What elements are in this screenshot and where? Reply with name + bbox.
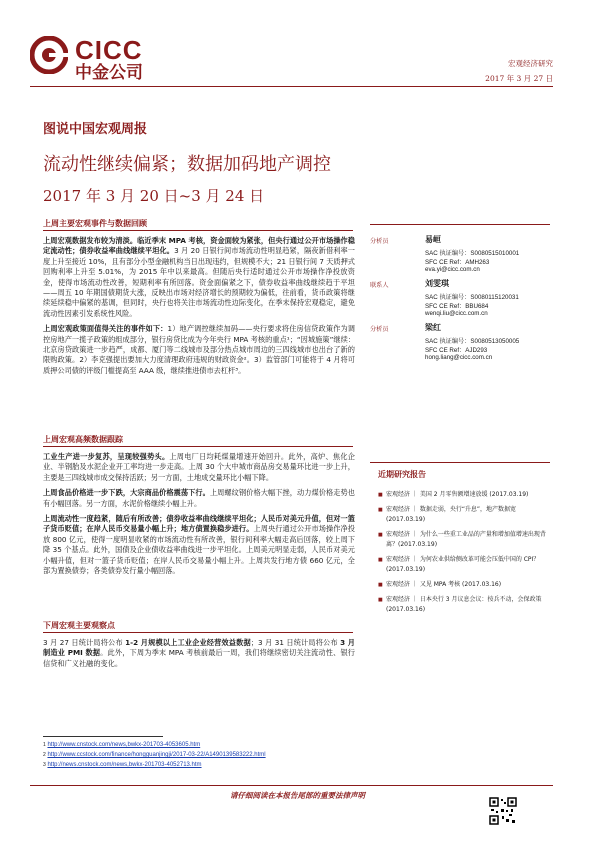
author-sfc: SFC CE Ref：AMH263 xyxy=(425,259,490,266)
footer-divider xyxy=(30,785,553,786)
paragraph-4-text: 上周螺纹钢价格大幅下挫，动力煤价格走势也有小幅回落。另一方面，水泥价格继续小幅上升。 xyxy=(43,488,355,508)
paragraph-6-highlight-2: 3 月制造业 PMI 数据 xyxy=(43,638,355,658)
author-sac: SAC 执证编号：S0080515010001 xyxy=(425,250,520,257)
paragraph-5-lead: 上周流动性一度趋紧，随后有所改善；债券收益率曲线继续平坦化；人民币对美元升值，但对一篮子货币贬值；在岸人民币交易量小幅上升；地方债置换稳步进行。 xyxy=(43,514,355,534)
author-sfc: SFC CE Ref：BBU684 xyxy=(425,303,489,310)
footnote-3 xyxy=(43,762,202,768)
recent-report-item[interactable]: ■ 宏观经济 ｜ 为什么一些重工业品的产量和增加值增速出现背离？(2017.03.19) xyxy=(378,530,550,550)
paragraph-3-lead: 工业生产进一步复苏，呈现较强势头。 xyxy=(43,452,170,461)
author-email[interactable]: hong.liang@cicc.com.cn xyxy=(425,354,493,361)
paragraph-6 xyxy=(43,638,355,669)
section-heading-1: 上周主要宏观事件与数据回顾 xyxy=(43,219,147,228)
paragraph-2 xyxy=(43,324,355,376)
author-block-2 xyxy=(370,276,550,326)
paragraph-4 xyxy=(43,488,355,509)
footnote-divider xyxy=(43,736,163,737)
recent-report-item[interactable]: ■ 宏观经济 ｜ 数据走弱，央行“升息”，地产数据宽 (2017.03.19) xyxy=(378,505,550,525)
paragraph-6-text-a: 3 月 27 日统计局将公布 xyxy=(43,638,126,647)
legal-notice: 请仔细阅读在本报告尾部的重要法律声明 xyxy=(230,791,365,800)
footnote-2 xyxy=(43,752,266,758)
author-role: 联系人 xyxy=(370,282,389,289)
recent-reports-title: 近期研究报告 xyxy=(378,470,426,479)
footnote-link[interactable]: http://www.ccstock.com/finance/hongguanjingji/2017-03-22/A1490139583222.html xyxy=(47,752,266,758)
author-sac: SAC 执证编号：S0080513050005 xyxy=(425,338,520,345)
section-body-3 xyxy=(43,638,355,674)
paragraph-1-lead: 上周宏观数据发布较为清淡。临近季末 MPA 考核，资金面较为紧张，但央行通过公开市场操作稳定流动性；债券收益率曲线继续平坦化。 xyxy=(43,236,355,256)
paragraph-6-text-c: 。此外，下周为季末 MPA 考核前最后一周，我们将继续密切关注流动性、银行信贷和广义社融的变化。 xyxy=(43,648,355,668)
series-title: 图说中国宏观周报 xyxy=(43,122,148,137)
footnote-1 xyxy=(43,742,200,748)
author-sac: SAC 执证编号：S0080115120031 xyxy=(425,294,519,301)
paragraph-3 xyxy=(43,452,355,483)
paragraph-4-lead: 上周食品价格进一步下跌，大宗商品价格震荡下行。 xyxy=(43,488,210,498)
recent-report-item[interactable]: ■ 宏观经济 ｜ 美国 2 月零售额增速放缓 (2017.03.19) xyxy=(378,490,550,500)
section-heading-3: 下周宏观主要观察点 xyxy=(43,621,115,630)
main-title: 流动性继续偏紧；数据加码地产调控 xyxy=(43,154,331,175)
paragraph-1 xyxy=(43,236,355,319)
paragraph-3-text: 上周电厂日均耗煤量增速开始回升。此外，高炉、焦化企业、半钢胎及水泥企业开工率均进一步走高。上周 30 个大中城市商品房交易量环比进一步上升，主要是三四线城市成交保持活跃；另一方面，土地成交量环比小幅下降。 xyxy=(43,452,355,482)
section-divider-1 xyxy=(43,230,353,231)
author-email[interactable]: wenqi.liu@cicc.com.cn xyxy=(425,310,488,317)
recent-report-item[interactable]: ■ 宏观经济 ｜ 又见 MPA 考核 (2017.03.16) xyxy=(378,580,550,590)
author-email[interactable]: eva.yi@cicc.com.cn xyxy=(425,266,480,273)
report-category: 宏观经济研究 xyxy=(508,59,553,68)
section-body-1 xyxy=(43,236,355,381)
section-body-2 xyxy=(43,452,355,581)
paragraph-6-highlight-1: 1-2 月规模以上工业企业经营效益数据 xyxy=(125,638,251,647)
paragraph-2-lead: 上周宏观政策面值得关注的事件如下： xyxy=(43,324,168,334)
author-role: 分析员 xyxy=(370,238,389,245)
paragraph-5 xyxy=(43,514,355,576)
report-date: 2017 年 3 月 27 日 xyxy=(485,74,553,83)
paragraph-2-text: 1）地产调控继续加码——央行要求将住房信贷政策作为调控房地产一揽子政策的组成部分，银行房贷比成为今年央行 MPA 考核的重点¹；“因城施策”继续：北京房贷政策进一步趋严，成都、厦门等二线城市及部分热点城市周边的三四线城市也出台了新的限购政策。2）李克强提出要加大力度清理政府违规的财政资金²。3）监管部门可能将于 4 月将可质押公司债的评级门槛提高至 AAA 级，继续推进债市去杠杆³。 xyxy=(43,324,355,375)
footnote-link[interactable]: http://www.cnstock.com/news,bwkx-201703-4053605.htm xyxy=(47,742,201,748)
recent-report-item[interactable]: ■ 宏观经济 ｜ 日本央行 3 月议息会议：按兵不动，会保政策 (2017.03.16) xyxy=(378,595,550,615)
author-name: 梁红 xyxy=(425,323,441,332)
footnote-number: 2 xyxy=(43,752,46,758)
footnote-number: 1 xyxy=(43,742,46,748)
author-name: 刘雯琪 xyxy=(425,279,449,288)
qr-code-icon xyxy=(489,797,517,825)
brand-name-en: CICC xyxy=(75,35,143,65)
cicc-logo-icon xyxy=(30,36,68,74)
section-heading-2: 上周宏观高频数据跟踪 xyxy=(43,435,123,444)
paragraph-1-text: 3 月 20 日银行间市场流动性明显趋紧，隔夜新借利率一度上升至接近 10%，且有部分小型金融机构当日出现违约，但规模不大；21 日银行间 7 天质押式回购利率上升至 5.01%，为 2015 年中以来最高。但随后央行适时通过公开市场操作净投放资金，使得市场流动性改善，短期利率有所回落。资金面偏紧之下，债券收益率曲线继续趋于平坦——周五 10 年期国债期货大涨，反映出市场对经济增长的预期较为偏低，往前看，货币政策将继续延续稳中偏紧的基调，但同时，央行也将关注市场流动性边际变化，在季末保持宏观稳定，避免流动性因素引发系统性风险。 xyxy=(43,246,355,318)
recent-reports-divider xyxy=(370,462,550,463)
paragraph-6-text-b: ；3 月 31 日统计局将公布 xyxy=(250,638,341,647)
author-name: 易峘 xyxy=(425,235,441,244)
section-divider-2 xyxy=(43,446,353,447)
authors-top-divider xyxy=(370,224,550,225)
author-sfc: SFC CE Ref：AJD293 xyxy=(425,347,488,354)
author-block-3 xyxy=(370,320,550,370)
paragraph-5-text: 上周央行通过公开市场操作净投放 800 亿元，使得一度明显收紧的市场流动性有所改善，银行间利率大幅走高后回落，较上周下降 35 个基点。此外，国债及企业债收益率曲线进一步平坦化。上周美元明显走弱，人民币对美元小幅升值，但对一篮子货币贬值；在岸人民币交易量小幅上升。上周共发行地方债 660 亿元，全部为置换债券；各类债券发行量小幅回落。 xyxy=(43,524,355,576)
recent-report-item[interactable]: ■ 宏观经济 ｜ 为何农业供给侧改革可能会压低中国的 CPI？(2017.03.19) xyxy=(378,555,550,575)
header-divider xyxy=(30,86,553,87)
recent-reports-list xyxy=(378,490,550,620)
author-role: 分析员 xyxy=(370,326,389,333)
footnote-link[interactable]: http://news.cnstock.com/news,bwkx-201703-4052713.htm xyxy=(47,762,202,768)
footnote-number: 3 xyxy=(43,762,46,768)
brand-name-cn: 中金公司 xyxy=(75,63,143,83)
date-range: 2017 年 3 月 20 日~3 月 24 日 xyxy=(43,187,265,205)
section-divider-3 xyxy=(43,632,353,633)
